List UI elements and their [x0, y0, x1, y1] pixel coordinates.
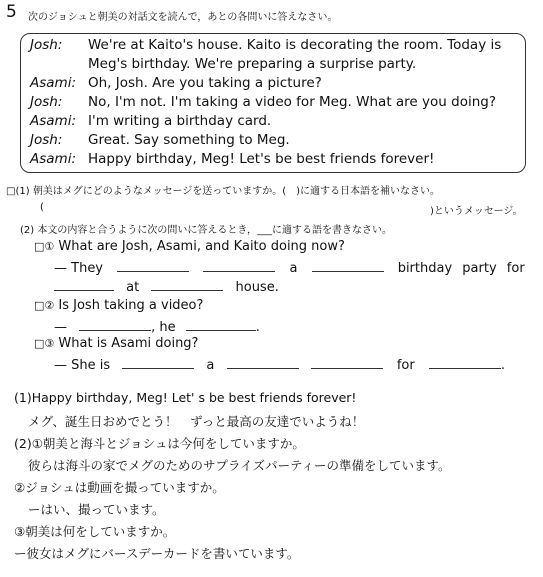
speaker-label: Asami:: [30, 151, 76, 167]
q2-item-2-question: Is Josh taking a video?: [58, 298, 204, 313]
answer-blank[interactable]: [312, 259, 384, 272]
q2-label: (2): [20, 225, 35, 236]
q2-item-3: [34, 336, 198, 351]
answer-blank[interactable]: [122, 356, 194, 369]
answer-key-line: ②ジョシュは動画を撮っていますか。: [14, 480, 225, 495]
answer-key-line: ーはい、撮っています。: [28, 502, 165, 517]
answer-word: — She is: [54, 358, 111, 373]
q2-prompt: [20, 221, 392, 236]
answer-word: — They: [54, 261, 104, 276]
q2-item-3-mark[interactable]: □③: [34, 337, 55, 350]
q2-item-2-answer: [54, 318, 260, 335]
question-number: 5: [6, 2, 17, 22]
dialogue-text: I'm writing a birthday card.: [88, 113, 272, 129]
dialogue-line: [30, 94, 496, 110]
dialogue-text: Great. Say something to Meg.: [88, 132, 290, 148]
dialogue-text: Oh, Josh. Are you taking a picture?: [88, 75, 322, 91]
answer-blank[interactable]: [186, 318, 256, 331]
answer-blank[interactable]: [117, 259, 189, 272]
answer-word: birthday: [397, 261, 453, 276]
answer-word: party: [462, 261, 497, 276]
answer-blank[interactable]: [429, 356, 501, 369]
dialogue-text: Happy birthday, Meg! Let's be best friends forever!: [88, 151, 435, 167]
answer-blank[interactable]: [79, 318, 151, 331]
answer-word: for: [506, 261, 525, 276]
instruction-text: 次のジョシュと朝美の対話文を読んで，あとの各問いに答えなさい。: [28, 12, 338, 23]
speaker-label: Asami:: [30, 113, 76, 129]
q1-prompt: [6, 182, 440, 197]
answer-key-line: (2)①朝美と海斗とジョシュは今何をしていますか。: [14, 436, 305, 451]
answer-word: .: [255, 320, 260, 335]
dialogue-text-continued: Meg's birthday. We're preparing a surprise party.: [88, 56, 417, 72]
speaker-label: Josh:: [30, 94, 63, 110]
q2-item-1-mark[interactable]: □①: [34, 240, 55, 253]
q2-item-3-question: What is Asami doing?: [58, 336, 199, 351]
answer-word: house.: [235, 280, 279, 295]
answer-word: a: [206, 358, 215, 373]
dialogue-line: [30, 151, 434, 167]
speaker-label: Josh:: [30, 132, 63, 148]
answer-key-line: 彼らは海斗の家でメグのためのサプライズパーティーの準備をしています。: [28, 458, 451, 473]
answer-blank[interactable]: [311, 356, 383, 369]
q2-item-3-answer: [54, 356, 505, 373]
q1-checkbox[interactable]: □(1): [6, 186, 30, 197]
answer-key-line: メグ、誕生日おめでとう！ ずっと最高の友達でいようね！: [28, 414, 365, 429]
answer-blank[interactable]: [227, 356, 299, 369]
dialogue-line: [30, 113, 271, 129]
q2-item-1-answer-line2: [54, 278, 279, 295]
q2-item-2-mark[interactable]: □②: [34, 299, 55, 312]
dialogue-text: No, I'm not. I'm taking a video for Meg. What are you doing?: [88, 94, 496, 110]
q2-text: 本文の内容と合うように次の問いに答えるとき，___に適する語を書きなさい。: [37, 225, 392, 236]
q2-item-1-question: What are Josh, Asami, and Kaito doing now?: [58, 239, 345, 254]
q1-text: 朝美はメグにどのようなメッセージを送っていますか。( )に適する日本語を補いなさい。: [32, 186, 441, 197]
q2-item-1: [34, 239, 345, 254]
q2-item-1-answer-line1: [54, 259, 525, 276]
answer-blank[interactable]: [203, 259, 275, 272]
answer-word: a: [289, 261, 298, 276]
q2-item-2: [34, 298, 203, 313]
dialogue-line: [30, 132, 290, 148]
dialogue-text: We're at Kaito's house. Kaito is decorating the room. Today is: [88, 37, 502, 53]
answer-blank[interactable]: [54, 278, 114, 291]
q1-tail: )というメッセージ。: [430, 206, 523, 217]
q1-paren-open: (: [40, 202, 44, 213]
answer-key-line: ー彼女はメグにバースデーカードを書いています。: [14, 546, 300, 561]
dialogue-line: [30, 75, 322, 91]
answer-word: at: [126, 280, 140, 295]
answer-key-line: ③朝美は何をしていますか。: [14, 524, 176, 539]
answer-word: for: [396, 358, 415, 373]
answer-word: —: [54, 320, 67, 335]
speaker-label: Asami:: [30, 75, 76, 91]
dialogue-line: [30, 37, 501, 53]
answer-key-line: (1)Happy birthday, Meg! Let' s be best friends forever!: [14, 390, 357, 405]
answer-word: .: [500, 358, 505, 373]
answer-word: , he: [151, 320, 176, 335]
answer-blank[interactable]: [151, 278, 223, 291]
speaker-label: Josh:: [30, 37, 63, 53]
